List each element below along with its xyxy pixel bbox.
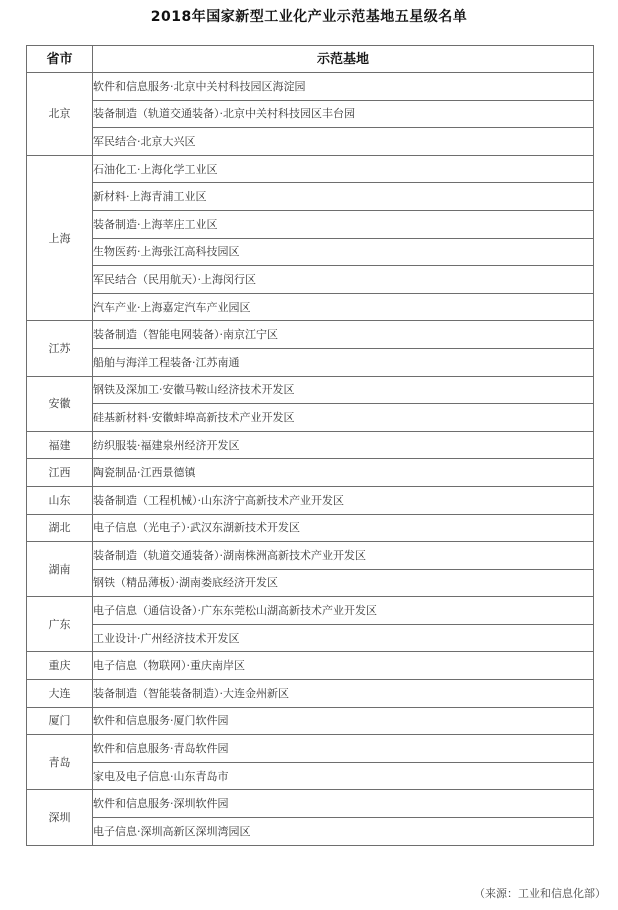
table-row (27, 238, 594, 266)
province-cell: 福建 (27, 431, 93, 459)
base-cell: 电子信息（通信设备）·广东东莞松山湖高新技术产业开发区 (93, 597, 594, 625)
table-body (27, 73, 594, 846)
header-province: 省市 (27, 46, 93, 73)
table-row (27, 818, 594, 846)
table-row (27, 376, 594, 404)
table-row (27, 404, 594, 432)
table-row (27, 624, 594, 652)
table-row (27, 73, 594, 101)
source-note: （来源：工业和信息化部） (474, 887, 606, 900)
base-cell: 新材料·上海青浦工业区 (93, 183, 594, 211)
base-cell: 软件和信息服务·北京中关村科技园区海淀园 (93, 73, 594, 101)
base-cell: 军民结合（民用航天）·上海闵行区 (93, 266, 594, 294)
base-cell: 电子信息·深圳高新区深圳湾园区 (93, 818, 594, 846)
base-cell: 钢铁及深加工·安徽马鞍山经济技术开发区 (93, 376, 594, 404)
base-cell: 装备制造·上海莘庄工业区 (93, 210, 594, 238)
province-cell: 湖北 (27, 514, 93, 542)
base-cell: 家电及电子信息·山东青岛市 (93, 762, 594, 790)
province-cell: 安徽 (27, 376, 93, 431)
header-base: 示范基地 (93, 46, 594, 73)
province-cell: 江西 (27, 459, 93, 487)
table-row (27, 486, 594, 514)
province-cell: 厦门 (27, 707, 93, 735)
table-row (27, 569, 594, 597)
table-row (27, 266, 594, 294)
table-row (27, 293, 594, 321)
table-row (27, 210, 594, 238)
province-cell: 重庆 (27, 652, 93, 680)
base-cell: 陶瓷制品·江西景德镇 (93, 459, 594, 487)
base-cell: 纺织服装·福建泉州经济开发区 (93, 431, 594, 459)
table-header-row (27, 46, 594, 73)
table-row (27, 459, 594, 487)
province-cell: 深圳 (27, 790, 93, 845)
base-cell: 电子信息（物联网）·重庆南岸区 (93, 652, 594, 680)
table-row (27, 431, 594, 459)
page-title: 2018年国家新型工业化产业示范基地五星级名单 (150, 9, 468, 25)
table-row (27, 100, 594, 128)
demonstration-base-table (26, 45, 594, 846)
base-cell: 装备制造（智能电网装备）·南京江宁区 (93, 321, 594, 349)
province-cell: 广东 (27, 597, 93, 652)
base-cell: 软件和信息服务·青岛软件园 (93, 735, 594, 763)
base-cell: 装备制造（智能装备制造）·大连金州新区 (93, 680, 594, 708)
province-cell: 北京 (27, 73, 93, 156)
table-row (27, 128, 594, 156)
base-cell: 硅基新材料·安徽蚌埠高新技术产业开发区 (93, 404, 594, 432)
base-cell: 石油化工·上海化学工业区 (93, 155, 594, 183)
table-row (27, 762, 594, 790)
base-cell: 电子信息（光电子）·武汉东湖新技术开发区 (93, 514, 594, 542)
table-row (27, 652, 594, 680)
table-row (27, 321, 594, 349)
base-cell: 钢铁（精品薄板）·湖南娄底经济开发区 (93, 569, 594, 597)
table-row (27, 542, 594, 570)
table-row (27, 680, 594, 708)
province-cell: 青岛 (27, 735, 93, 790)
table-row (27, 155, 594, 183)
base-cell: 汽车产业·上海嘉定汽车产业园区 (93, 293, 594, 321)
province-cell: 山东 (27, 486, 93, 514)
base-cell: 软件和信息服务·厦门软件园 (93, 707, 594, 735)
table-row (27, 735, 594, 763)
table-row (27, 348, 594, 376)
base-cell: 工业设计·广州经济技术开发区 (93, 624, 594, 652)
base-cell: 装备制造（工程机械）·山东济宁高新技术产业开发区 (93, 486, 594, 514)
province-cell: 上海 (27, 155, 93, 321)
province-cell: 大连 (27, 680, 93, 708)
base-cell: 船舶与海洋工程装备·江苏南通 (93, 348, 594, 376)
province-cell: 湖南 (27, 542, 93, 597)
table-row (27, 514, 594, 542)
base-cell: 生物医药·上海张江高科技园区 (93, 238, 594, 266)
table-row (27, 597, 594, 625)
base-cell: 军民结合·北京大兴区 (93, 128, 594, 156)
province-cell: 江苏 (27, 321, 93, 376)
base-cell: 装备制造（轨道交通装备）·北京中关村科技园区丰台园 (93, 100, 594, 128)
base-cell: 软件和信息服务·深圳软件园 (93, 790, 594, 818)
base-cell: 装备制造（轨道交通装备）·湖南株洲高新技术产业开发区 (93, 542, 594, 570)
table-row (27, 183, 594, 211)
table-row (27, 790, 594, 818)
table-row (27, 707, 594, 735)
